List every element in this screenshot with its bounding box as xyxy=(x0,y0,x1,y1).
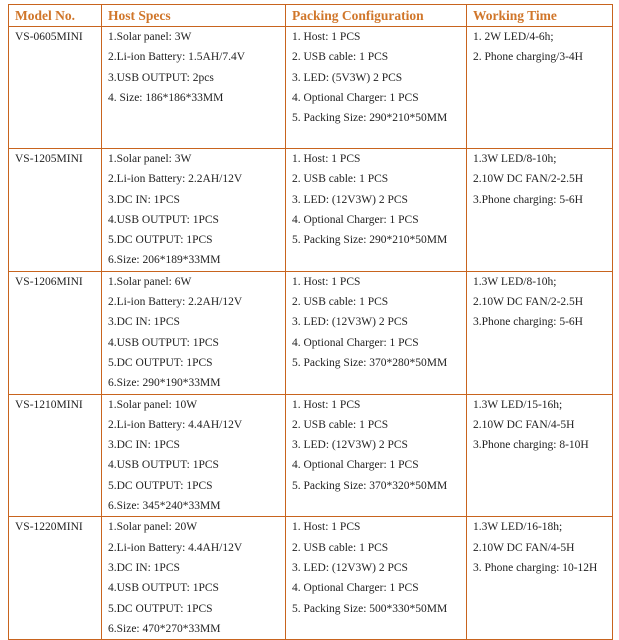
model-cell xyxy=(9,149,102,272)
packing-line: 5. Packing Size: 370*320*50MM xyxy=(292,479,448,492)
working-time-line: 1.3W LED/16-18h; xyxy=(473,521,563,534)
host-spec-line: 1.Solar panel: 6W xyxy=(108,275,192,288)
working-time-cell xyxy=(467,149,613,272)
host-spec-line: 5.DC OUTPUT: 1PCS xyxy=(108,356,213,369)
packing-cell xyxy=(286,271,467,394)
model-number: VS-1205MINI xyxy=(15,153,83,165)
host-spec-line: 5.DC OUTPUT: 1PCS xyxy=(108,602,213,615)
packing-cell xyxy=(286,517,467,640)
working-time-line: 2.10W DC FAN/4-5H xyxy=(473,541,575,554)
packing-line: 4. Optional Charger: 1 PCS xyxy=(292,582,419,595)
table-row xyxy=(9,517,613,640)
packing-line: 4. Optional Charger: 1 PCS xyxy=(292,459,419,472)
host-spec-line: 2.Li-ion Battery: 1.5AH/7.4V xyxy=(108,51,246,64)
working-time-line: 2.10W DC FAN/4-5H xyxy=(473,418,575,431)
model-number: VS-1206MINI xyxy=(15,275,83,288)
model-cell xyxy=(9,517,102,640)
host-spec-line: 6.Size: 470*270*33MM xyxy=(108,622,221,635)
packing-line: 5. Packing Size: 370*280*50MM xyxy=(292,356,448,369)
host-spec-line: 5.DC OUTPUT: 1PCS xyxy=(108,479,213,492)
host-spec-line: 4.USB OUTPUT: 1PCS xyxy=(108,459,219,472)
host-spec-line: 6.Size: 290*190*33MM xyxy=(108,377,221,390)
packing-line: 1. Host: 1 PCS xyxy=(292,521,361,534)
packing-line: 3. LED: (12V3W) 2 PCS xyxy=(292,561,408,574)
host-spec-line: 3.DC IN: 1PCS xyxy=(108,439,180,452)
model-number: VS-1220MINI xyxy=(15,521,83,534)
packing-line: 4. Optional Charger: 1 PCS xyxy=(292,91,419,104)
working-time-cell xyxy=(467,271,613,394)
working-time-line: 1. 2W LED/4-6h; xyxy=(473,31,554,43)
working-time-line: 2.10W DC FAN/2-2.5H xyxy=(473,296,584,309)
host-spec-line: 4.USB OUTPUT: 1PCS xyxy=(108,582,219,595)
packing-line: 2. USB cable: 1 PCS xyxy=(292,541,389,554)
working-time-line: 3.Phone charging: 5-6H xyxy=(473,316,583,329)
header-packing: Packing Configuration xyxy=(286,5,467,27)
host-spec-line: 1.Solar panel: 3W xyxy=(108,31,192,43)
packing-cell xyxy=(286,149,467,272)
model-number: VS-0605MINI xyxy=(15,31,83,43)
packing-line: 5. Packing Size: 500*330*50MM xyxy=(292,602,448,615)
working-time-line: 1.3W LED/8-10h; xyxy=(473,275,557,288)
model-cell xyxy=(9,27,102,149)
host-specs-cell xyxy=(102,271,286,394)
working-time-line: 1.3W LED/8-10h; xyxy=(473,153,557,165)
packing-line: 5. Packing Size: 290*210*50MM xyxy=(292,234,448,247)
packing-line: 2. USB cable: 1 PCS xyxy=(292,51,389,64)
host-spec-line: 1.Solar panel: 20W xyxy=(108,521,198,534)
model-cell xyxy=(9,271,102,394)
packing-line: 3. LED: (12V3W) 2 PCS xyxy=(292,193,408,206)
packing-line: 4. Optional Charger: 1 PCS xyxy=(292,336,419,349)
working-time-line: 3.Phone charging: 5-6H xyxy=(473,193,583,206)
packing-line: 2. USB cable: 1 PCS xyxy=(292,296,389,309)
host-spec-line: 3.DC IN: 1PCS xyxy=(108,193,180,206)
packing-line: 2. USB cable: 1 PCS xyxy=(292,418,389,431)
packing-line: 3. LED: (12V3W) 2 PCS xyxy=(292,316,408,329)
packing-cell xyxy=(286,27,467,149)
host-spec-line: 2.Li-ion Battery: 4.4AH/12V xyxy=(108,541,243,554)
working-time-line: 2.10W DC FAN/2-2.5H xyxy=(473,173,584,186)
header-row xyxy=(9,5,613,27)
packing-line: 3. LED: (12V3W) 2 PCS xyxy=(292,439,408,452)
packing-line: 2. USB cable: 1 PCS xyxy=(292,173,389,186)
header-model: Model No. xyxy=(9,5,102,27)
working-time-line: 2. Phone charging/3-4H xyxy=(473,51,583,64)
host-spec-line: 3.DC IN: 1PCS xyxy=(108,316,180,329)
packing-line: 1. Host: 1 PCS xyxy=(292,275,361,288)
table-row xyxy=(9,394,613,517)
host-spec-line: 6.Size: 345*240*33MM xyxy=(108,500,221,513)
host-spec-line: 5.DC OUTPUT: 1PCS xyxy=(108,234,213,247)
packing-line: 1. Host: 1 PCS xyxy=(292,31,361,43)
working-time-line: 1.3W LED/15-16h; xyxy=(473,398,563,411)
packing-cell xyxy=(286,394,467,517)
working-time-line: 3. Phone charging: 10-12H xyxy=(473,561,598,574)
model-number: VS-1210MINI xyxy=(15,398,83,411)
working-time-cell xyxy=(467,27,613,149)
host-spec-line: 4.USB OUTPUT: 1PCS xyxy=(108,336,219,349)
table-row xyxy=(9,149,613,272)
host-spec-line: 1.Solar panel: 10W xyxy=(108,398,198,411)
host-spec-line: 3.USB OUTPUT: 2pcs xyxy=(108,71,214,84)
host-specs-cell xyxy=(102,27,286,149)
packing-line: 1. Host: 1 PCS xyxy=(292,398,361,411)
host-spec-line: 2.Li-ion Battery: 2.2AH/12V xyxy=(108,173,243,186)
host-specs-cell xyxy=(102,517,286,640)
host-spec-line: 4.USB OUTPUT: 1PCS xyxy=(108,213,219,226)
host-spec-line: 2.Li-ion Battery: 4.4AH/12V xyxy=(108,418,243,431)
working-time-line: 3.Phone charging: 8-10H xyxy=(473,439,589,452)
packing-line: 4. Optional Charger: 1 PCS xyxy=(292,213,419,226)
host-spec-line: 6.Size: 206*189*33MM xyxy=(108,254,221,267)
product-spec-table xyxy=(8,4,613,640)
host-spec-line: 3.DC IN: 1PCS xyxy=(108,561,180,574)
header-working-time: Working Time xyxy=(467,5,613,27)
packing-line: 3. LED: (5V3W) 2 PCS xyxy=(292,71,403,84)
table-row xyxy=(9,271,613,394)
packing-line: 5. Packing Size: 290*210*50MM xyxy=(292,112,448,125)
host-spec-line: 2.Li-ion Battery: 2.2AH/12V xyxy=(108,296,243,309)
header-host-specs: Host Specs xyxy=(102,5,286,27)
host-spec-line: 4. Size: 186*186*33MM xyxy=(108,91,224,104)
packing-line: 1. Host: 1 PCS xyxy=(292,153,361,165)
table-row xyxy=(9,27,613,149)
working-time-cell xyxy=(467,517,613,640)
host-spec-line: 1.Solar panel: 3W xyxy=(108,153,192,165)
model-cell xyxy=(9,394,102,517)
host-specs-cell xyxy=(102,394,286,517)
host-specs-cell xyxy=(102,149,286,272)
working-time-cell xyxy=(467,394,613,517)
